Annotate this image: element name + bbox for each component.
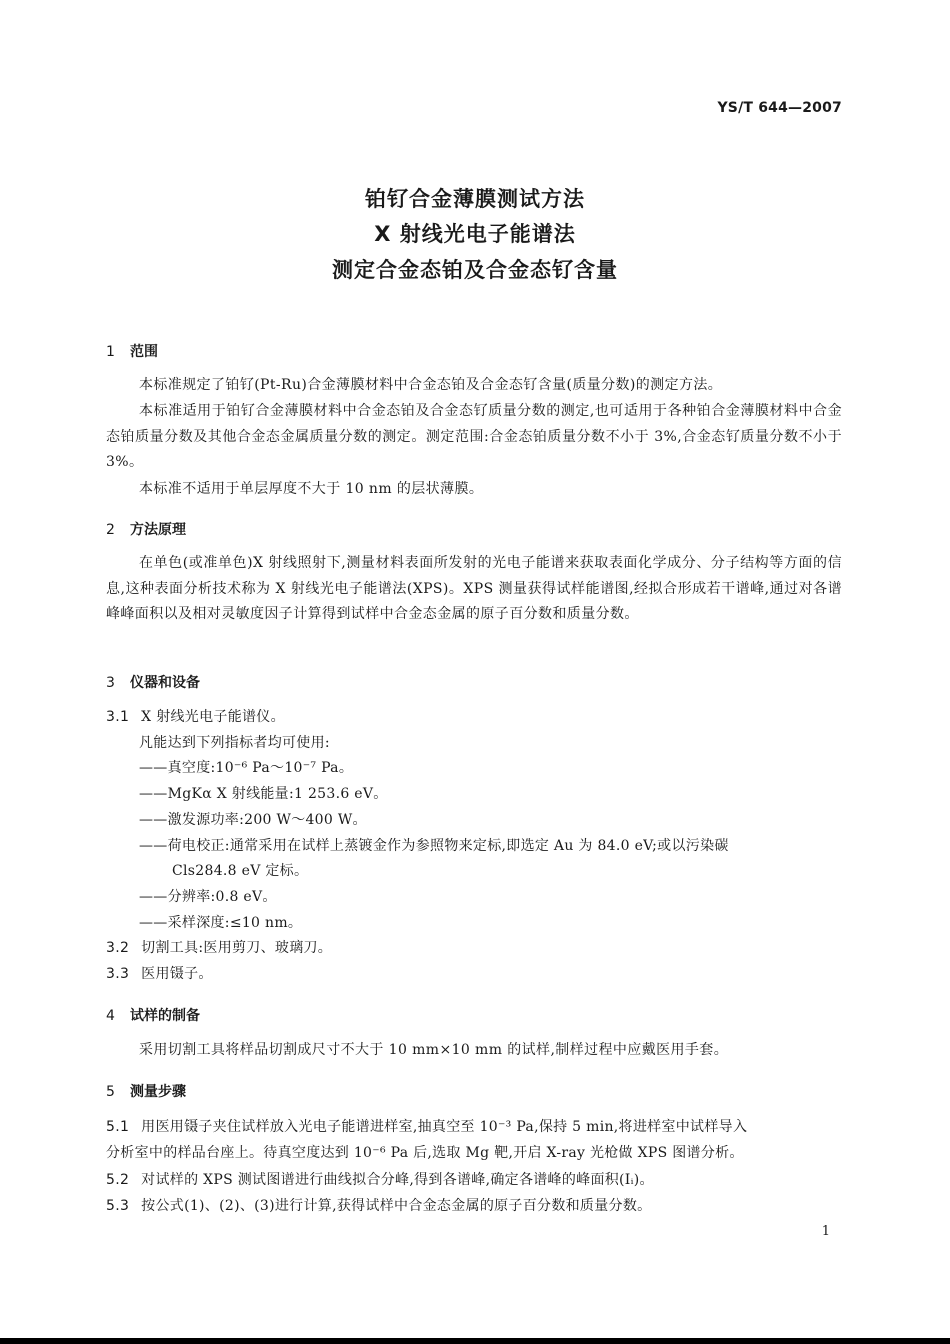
section-number: 4 xyxy=(106,1008,115,1024)
section-1-paragraph-2: 本标准适用于铂钌合金薄膜材料中合金态铂及合金态钌质量分数的测定,也可适用于各种铂合金薄膜材料中合金态铂质量分数及其他合金态金属质量分数的测定。测定范围:合金态铂质量分数不小于 3%,合金态钌质量分数不小于 3%。 xyxy=(106,403,842,470)
list-item: ——荷电校正:通常采用在试样上蒸镀金作为参照物来定标,即选定 Au 为 84.0 eV;或以污染碳 xyxy=(139,838,729,854)
section-title: 试样的制备 xyxy=(130,1008,200,1024)
clause-5-2 xyxy=(106,1168,842,1193)
clause-5-1 xyxy=(106,1115,842,1140)
section-3-heading xyxy=(106,672,200,692)
standard-number: YS/T 644—2007 xyxy=(717,100,842,116)
section-title: 仪器和设备 xyxy=(130,675,200,691)
page-number: 1 xyxy=(821,1224,830,1239)
list-item: ——激发源功率:200 W～400 W。 xyxy=(139,812,367,828)
list-item: ——采样深度:≤10 nm。 xyxy=(139,915,303,931)
list-item-continuation: Cls284.8 eV 定标。 xyxy=(172,863,309,879)
section-4-paragraph-1: 采用切割工具将样品切割成尺寸不大于 10 mm×10 mm 的试样,制样过程中应戴医用手套。 xyxy=(139,1042,729,1058)
clause-text: 按公式(1)、(2)、(3)进行计算,获得试样中合金态金属的原子百分数和质量分数。 xyxy=(141,1198,652,1214)
list-item: ——MgKα X 射线能量:1 253.6 eV。 xyxy=(139,786,388,802)
clause-text: 医用镊子。 xyxy=(141,966,213,982)
section-number: 5 xyxy=(106,1084,115,1100)
section-4-heading xyxy=(106,1005,200,1025)
section-1-heading xyxy=(106,341,158,361)
title-line-3: 测定合金态铂及合金态钌含量 xyxy=(332,258,618,282)
section-title: 范围 xyxy=(130,344,158,360)
list-item: ——真空度:10⁻⁶ Pa～10⁻⁷ Pa。 xyxy=(139,760,354,776)
clause-number: 3.1 xyxy=(106,709,130,725)
section-1-paragraph-3: 本标准不适用于单层厚度不大于 10 nm 的层状薄膜。 xyxy=(139,481,484,497)
list-item: ——分辨率:0.8 eV。 xyxy=(139,889,277,905)
clause-3-2 xyxy=(106,936,842,961)
section-number: 2 xyxy=(106,522,115,538)
section-5-heading xyxy=(106,1081,186,1101)
clause-5-1-continuation: 分析室中的样品台座上。待真空度达到 10⁻⁶ Pa 后,选取 Mg 靶,开启 X-ray 光枪做 XPS 图谱分析。 xyxy=(106,1145,744,1161)
title-line-2: X 射线光电子能谱法 xyxy=(374,222,576,246)
section-2-paragraph-1: 在单色(或准单色)X 射线照射下,测量材料表面所发射的光电子能谱来获取表面化学成分、分子结构等方面的信息,这种表面分析技术称为 X 射线光电子能谱法(XPS)。XPS 测量获得试样能谱图,经拟合形成若干谱峰,通过对各谱峰峰面积以及相对灵敏度因子计算得到试样中合金态金属的原子百分数和质量分数。 xyxy=(106,555,842,622)
clause-3-1 xyxy=(106,705,842,730)
clause-number: 3.3 xyxy=(106,966,130,982)
clause-5-3 xyxy=(106,1194,842,1219)
clause-number: 5.1 xyxy=(106,1119,130,1135)
title-line-1: 铂钌合金薄膜测试方法 xyxy=(365,187,585,211)
section-title: 方法原理 xyxy=(130,522,186,538)
section-2-heading xyxy=(106,519,186,539)
clause-number: 5.2 xyxy=(106,1172,130,1188)
clause-text: X 射线光电子能谱仪。 xyxy=(141,709,285,725)
page-bottom-border xyxy=(0,1338,950,1344)
section-number: 3 xyxy=(106,675,115,691)
clause-number: 3.2 xyxy=(106,940,130,956)
clause-text: 对试样的 XPS 测试图谱进行曲线拟合分峰,得到各谱峰,确定各谱峰的峰面积(Iᵢ)。 xyxy=(141,1172,654,1188)
section-1-paragraph-1: 本标准规定了铂钌(Pt-Ru)合金薄膜材料中合金态铂及合金态钌含量(质量分数)的测定方法。 xyxy=(139,377,723,393)
clause-number: 5.3 xyxy=(106,1198,130,1214)
section-title: 测量步骤 xyxy=(130,1084,186,1100)
clause-text: 用医用镊子夹住试样放入光电子能谱进样室,抽真空至 10⁻³ Pa,保持 5 min,将进样室中试样导入 xyxy=(141,1119,748,1135)
clause-3-1-intro: 凡能达到下列指标者均可使用: xyxy=(139,735,330,751)
clause-text: 切割工具:医用剪刀、玻璃刀。 xyxy=(141,940,333,956)
section-number: 1 xyxy=(106,344,115,360)
clause-3-3 xyxy=(106,962,842,987)
